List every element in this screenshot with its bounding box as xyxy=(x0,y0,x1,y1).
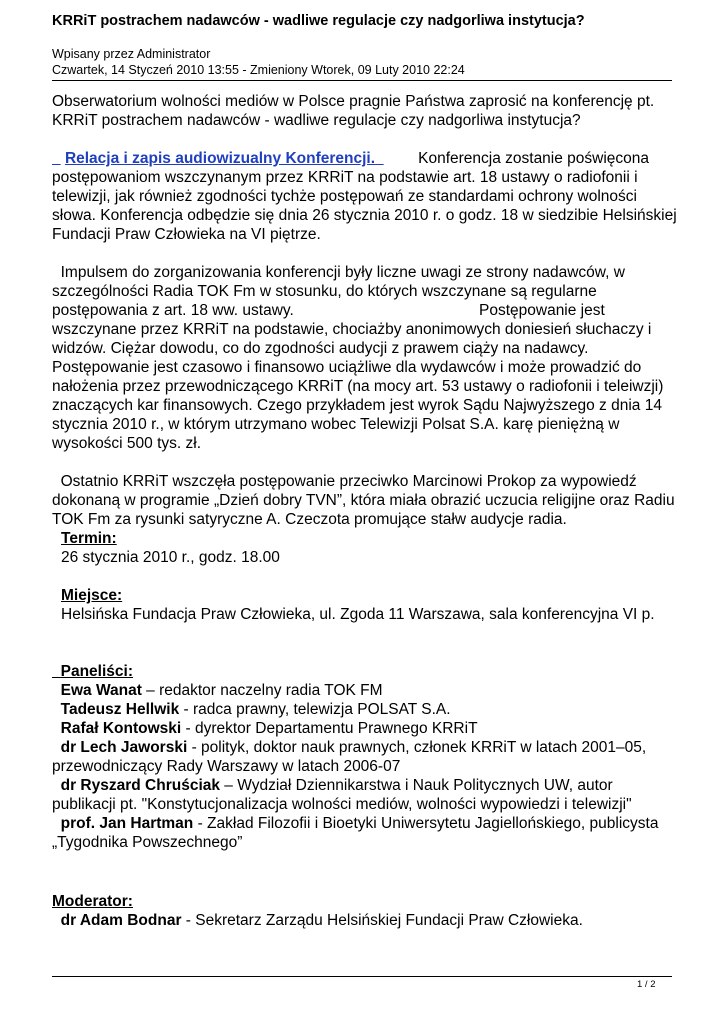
article-meta xyxy=(52,46,465,78)
header-divider xyxy=(52,80,672,81)
page-number: 1 / 2 xyxy=(637,979,656,990)
termin-value: 26 stycznia 2010 r., godz. 18.00 xyxy=(61,549,280,566)
miejsce-heading: Miejsce: xyxy=(61,587,123,604)
termin-section xyxy=(52,529,677,567)
moderator-desc: - Sekretarz Zarządu Helsińskiej Fundacji Praw Człowieka. xyxy=(181,912,583,929)
panel-section xyxy=(52,662,677,852)
miejsce-section xyxy=(52,586,677,624)
dates-line: Czwartek, 14 Styczeń 2010 13:55 - Zmieniony Wtorek, 09 Luty 2010 22:24 xyxy=(52,63,465,77)
paragraph-3-text: Ostatnio KRRiT wszczęła postępowanie przeciwko Marcinowi Prokop za wypowiedź dokonaną w programie „Dzień dobry TVN”, która miała obrazić uczucia religijne oraz Radiu TOK Fm za rysunki satyryczne A. Czeczota promujące stałw audycje radia. xyxy=(52,473,675,528)
paragraph-3 xyxy=(52,472,677,529)
panelist-name: Rafał Kontowski xyxy=(60,720,182,737)
footer-divider xyxy=(52,976,672,977)
panelist-name: dr Lech Jaworski xyxy=(60,739,188,756)
paragraph-2 xyxy=(52,263,677,453)
paragraph-1-rest: postępowaniom wszczynanym przez KRRiT na podstawie art. 18 ustawy o radiofonii i telewizji, jak również zgodności tychże postępowań ze standardami ochrony wolności słowa. Konferencja odbędzie się dnia 26 stycznia 2010 r. o godz. 18 w siedzibie Helsińskiej Fundacji Praw Człowieka na VI piętrze. xyxy=(52,169,677,243)
moderator-name: dr Adam Bodnar xyxy=(60,912,182,929)
panelist-desc: – Wydział Dziennikarstwa i Nauk Politycznych UW, autor publikacji pt. "Konstytucjonalizacja wolności mediów, wolności wypowiedzi i telewizji" xyxy=(52,777,632,813)
recording-link[interactable]: Relacja i zapis audiowizualny Konferencji. xyxy=(64,150,376,167)
panelist-name: Tadeusz Hellwik xyxy=(60,701,180,718)
panelist-desc: – redaktor naczelny radia TOK FM xyxy=(141,682,383,699)
moderator-heading: Moderator: xyxy=(52,893,133,910)
panelist-desc: - Zakład Filozofii i Bioetyki Uniwersytetu Jagiellońskiego, publicysta „Tygodnika Powszechnego” xyxy=(52,815,659,851)
panel-heading xyxy=(52,663,133,680)
intro-paragraph: Obserwatorium wolności mediów w Polsce pragnie Państwa zaprosić na konferencję pt. KRRiT postrachem nadawców - wadliwe regulacje czy nadgorliwa instytucja? xyxy=(52,93,655,129)
paragraph-1-first: Konferencja zostanie poświęcona xyxy=(418,150,650,167)
termin-heading: Termin: xyxy=(61,530,117,547)
panelist-name: dr Ryszard Chruściak xyxy=(60,777,220,794)
miejsce-value: Helsińska Fundacja Praw Człowieka, ul. Zgoda 11 Warszawa, sala konferencyjna VI p. xyxy=(61,606,655,623)
article-body xyxy=(52,92,677,930)
author-line: Wpisany przez Administrator xyxy=(52,47,211,61)
article-title: KRRiT postrachem nadawców - wadliwe regulacje czy nadgorliwa instytucja? xyxy=(52,13,585,29)
paragraph-2-b: Postępowanie jest wszczynane przez KRRiT na podstawie, chociażby anonimowych doniesień słuchaczy i widzów. Ciężar dowodu, co do zgodności audycji z prawem ciąży na nadawcy. Postępowanie jest czasowo i finansowo uciążliwe dla wydawców i może prowadzić do nałożenia przez przewodniczącego KRRiT (na mocy art. 53 ustawy o radiofonii i teleiwzji) znaczących kar finansowych. Czego przykładem jest wyrok Sądu Najwyższego z dnia 14 stycznia 2010 r., w którym utrzymano wobec Telewizji Polsat S.A. karę pieniężną w wysokości 500 tys. zł. xyxy=(52,302,664,452)
panelist-desc: - dyrektor Departamentu Prawnego KRRiT xyxy=(181,720,478,737)
panelist-desc: - radca prawny, telewizja POLSAT S.A. xyxy=(179,701,451,718)
panel-heading-text: Paneliści: xyxy=(60,663,133,680)
panelist-name: Ewa Wanat xyxy=(60,682,142,699)
paragraph-2-a: Impulsem do zorganizowania konferencji były liczne uwagi ze strony nadawców, w szczególności Radia TOK Fm w stosunku, do których wszczynane są regularne postępowania z art. 18 ww. ustawy. xyxy=(52,264,625,319)
panelist-name: prof. Jan Hartman xyxy=(60,815,194,832)
paragraph-1 xyxy=(52,149,677,244)
moderator-section xyxy=(52,892,677,930)
panelist-desc: - polityk, doktor nauk prawnych, członek KRRiT w latach 2001–05, przewodniczący Rady Warszawy w latach 2006-07 xyxy=(52,739,647,775)
